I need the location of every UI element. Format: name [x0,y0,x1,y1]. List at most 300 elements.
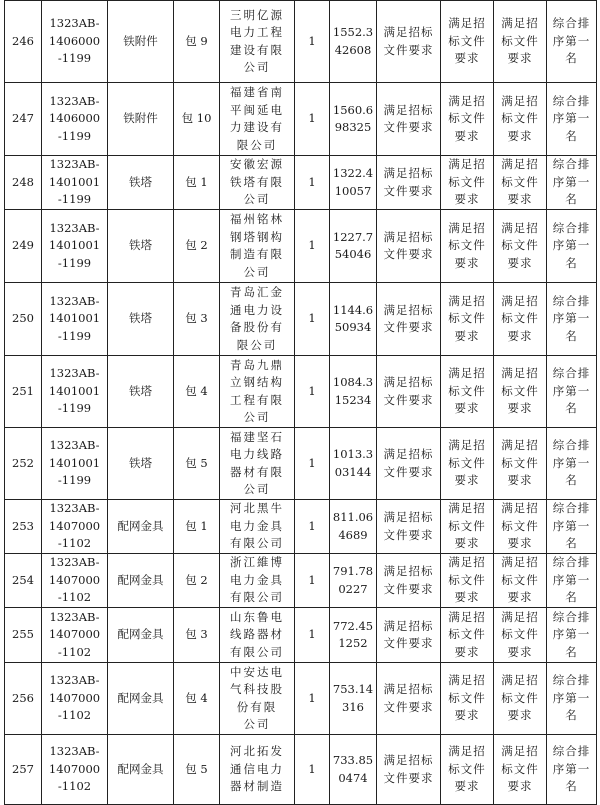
bidder-company-line: 器材有限 [230,464,284,479]
bidder-company-cell [220,210,295,283]
commercial-review-line: 标文件 [448,627,486,642]
package-no-cell: 包 3 [174,608,220,663]
table-row [5,210,597,283]
row-number-cell: 252 [5,428,42,500]
bidder-company-line: 建设有限 [230,42,284,57]
bidder-company-line: 青岛九鼎 [230,357,284,372]
bid-price-line: 1552.3 [332,25,374,39]
bidder-company-line: 福州铭林 [230,212,284,226]
commercial-review-cell [441,500,494,554]
technical-review-cell [494,663,547,735]
bid-price-line: 42608 [334,42,372,57]
commercial-review-line: 标文件 [448,238,486,253]
technical-review-line: 标文件 [501,383,539,398]
ranking-result-line: 序第一 [552,311,591,326]
bid-price-cell [330,735,377,805]
bidder-company-line: 公司 [243,482,271,496]
bid-price-line: 316 [342,699,364,714]
qualification-review-line: 文件要求 [383,636,434,650]
qualification-review-cell [377,663,441,735]
ranking-result-line: 序第一 [552,627,591,642]
qualification-review-line: 满足招标 [383,753,434,767]
commercial-review-cell [441,156,494,210]
technical-review-cell [494,1,547,83]
ranking-result-line: 序第一 [552,690,591,705]
commercial-review-line: 要求 [454,255,480,270]
bidder-company-line: 公司 [243,264,271,279]
ranking-result-line: 名 [565,401,578,416]
commercial-review-line: 满足招 [448,673,486,688]
package-no-cell: 包 4 [174,356,220,428]
commercial-review-cell [441,735,494,805]
qualification-review-line: 文件要求 [383,392,434,407]
ranking-result-line: 综合排 [552,157,591,172]
qualification-review-cell [377,428,441,500]
technical-review-line: 要求 [507,590,533,605]
package-no-cell: 包 2 [174,210,220,283]
material-code-line: -1102 [57,590,92,605]
technical-review-line: 满足招 [501,157,539,172]
commercial-review-cell [441,283,494,356]
material-code-line: 1323AB- [49,438,100,453]
technical-review-line: 要求 [507,51,533,66]
quantity-cell: 1 [295,500,330,554]
bid-price-line: 15234 [334,392,372,407]
ranking-result-line: 名 [565,328,578,343]
package-no-cell: 包 5 [174,735,220,805]
ranking-result-line: 序第一 [552,33,591,48]
quantity-cell: 1 [295,735,330,805]
commercial-review-line: 标文件 [448,455,486,470]
bidder-company-line: 有限公司 [230,536,284,551]
row-number-cell: 247 [5,83,42,156]
bidder-company-line: 器材制造 [230,779,284,794]
material-code-line: 1407000 [48,627,101,642]
table-row [5,554,597,608]
ranking-result-cell [547,608,597,663]
commercial-review-line: 满足招 [448,293,486,308]
quantity-cell: 1 [295,210,330,283]
bid-price-cell [330,156,377,210]
bidder-company-cell [220,283,295,356]
commercial-review-line: 要求 [454,192,480,207]
qualification-review-line: 满足招标 [383,25,434,39]
material-code-cell [42,554,108,608]
ranking-result-line: 名 [565,590,578,605]
ranking-result-cell [547,83,597,156]
bid-price-line: 1252 [338,636,368,650]
technical-review-line: 要求 [507,328,533,343]
ranking-result-line: 综合排 [552,293,591,308]
table-row [5,83,597,156]
technical-review-line: 标文件 [501,311,539,326]
table-body [5,1,597,805]
ranking-result-cell [547,283,597,356]
bidder-company-line: 公司 [243,192,271,207]
row-number-cell: 248 [5,156,42,210]
bidder-company-line: 制造有限 [230,247,284,261]
technical-review-line: 要求 [507,128,533,143]
technical-review-line: 满足招 [501,609,539,624]
material-code-line: 1323AB- [49,93,100,108]
qualification-review-line: 满足招标 [383,682,434,696]
material-code-line: 1401001 [48,311,101,326]
package-no-cell: 包 5 [174,428,220,500]
ranking-result-line: 序第一 [552,111,591,126]
material-code-line: 1323AB- [49,609,100,624]
bid-price-line: 1013.3 [332,447,374,461]
bidder-company-cell [220,608,295,663]
bidder-company-line: 份有限 [236,699,278,714]
table-row [5,356,597,428]
technical-review-line: 满足招 [501,366,539,381]
table-row [5,500,597,554]
bid-price-cell [330,608,377,663]
material-name-cell: 铁塔 [108,283,174,356]
bid-price-line: 1144.6 [332,302,374,317]
ranking-result-cell [547,428,597,500]
technical-review-line: 标文件 [501,572,539,587]
ranking-result-line: 序第一 [552,238,591,253]
material-code-cell [42,428,108,500]
material-code-line: 1323AB- [49,16,100,31]
qualification-review-line: 文件要求 [383,320,434,334]
qualification-review-line: 满足招标 [383,229,434,244]
qualification-review-line: 满足招标 [383,510,434,524]
commercial-review-line: 要求 [454,779,480,794]
technical-review-line: 满足招 [501,16,539,31]
technical-review-cell [494,83,547,156]
bidder-company-line: 公司 [243,717,271,731]
material-name-cell: 铁塔 [108,210,174,283]
bidder-company-line: 限公司 [236,137,278,152]
technical-review-cell [494,735,547,805]
commercial-review-line: 要求 [454,590,480,605]
ranking-result-cell [547,663,597,735]
material-code-line: 1406000 [48,33,101,48]
bidder-company-line: 安徽宏源 [230,157,284,172]
technical-review-line: 要求 [507,536,533,551]
qualification-review-line: 文件要求 [383,120,434,134]
bidder-company-line: 公司 [243,410,271,424]
qualification-review-cell [377,500,441,554]
material-name-cell: 配网金具 [108,608,174,663]
bid-price-cell [330,83,377,156]
material-code-line: 1401001 [48,383,101,398]
quantity-cell: 1 [295,156,330,210]
package-no-cell: 包 2 [174,554,220,608]
material-code-cell [42,500,108,554]
ranking-result-line: 综合排 [552,744,591,759]
row-number-cell: 257 [5,735,42,805]
material-code-line: -1199 [57,473,92,488]
bidder-company-line: 通电力设 [230,302,284,317]
bidder-company-cell [220,428,295,500]
bidder-company-line: 山东鲁电 [230,609,284,624]
commercial-review-line: 满足招 [448,366,486,381]
bidder-company-line: 福建省南 [230,85,284,99]
material-code-line: -1102 [57,644,92,659]
bidder-company-line: 电力金具 [230,518,284,533]
material-code-line: 1323AB- [49,744,100,759]
bid-price-line: 1227.7 [332,229,374,244]
bid-price-line: 1084.3 [332,375,374,389]
material-name-cell: 铁塔 [108,356,174,428]
commercial-review-line: 满足招 [448,157,486,172]
technical-review-line: 标文件 [501,238,539,253]
material-name-cell: 铁附件 [108,83,174,156]
commercial-review-cell [441,83,494,156]
material-code-line: 1323AB- [49,501,100,516]
qualification-review-line: 文件要求 [383,183,434,198]
quantity-cell: 1 [295,83,330,156]
material-code-line: -1102 [57,779,92,794]
bid-price-line: 4689 [338,527,368,542]
technical-review-line: 满足招 [501,293,539,308]
ranking-result-line: 序第一 [552,455,591,470]
bid-price-line: 753.14 [332,682,374,696]
ranking-result-line: 序第一 [552,383,591,398]
bid-price-line: 772.45 [332,618,374,633]
ranking-result-line: 综合排 [552,501,591,516]
material-code-line: 1323AB- [49,555,100,570]
bid-price-line: 733.85 [332,753,374,767]
ranking-result-line: 名 [565,473,578,488]
bidder-company-line: 线路器材 [230,627,284,642]
qualification-review-cell [377,210,441,283]
commercial-review-line: 要求 [454,401,480,416]
technical-review-line: 要求 [507,401,533,416]
technical-review-line: 标文件 [501,455,539,470]
technical-review-cell [494,608,547,663]
bid-price-cell [330,283,377,356]
commercial-review-line: 要求 [454,536,480,551]
material-code-cell [42,608,108,663]
technical-review-line: 满足招 [501,220,539,235]
qualification-review-line: 满足招标 [383,618,434,633]
bidder-company-line: 限公司 [236,337,278,352]
table-row [5,428,597,500]
ranking-result-line: 序第一 [552,174,591,189]
material-code-line: 1323AB- [49,157,100,172]
commercial-review-cell [441,210,494,283]
material-code-line: 1407000 [48,690,101,705]
commercial-review-line: 标文件 [448,33,486,48]
ranking-result-cell [547,735,597,805]
row-number-cell: 254 [5,554,42,608]
commercial-review-line: 满足招 [448,220,486,235]
bidder-company-line: 铁塔有限 [230,174,284,189]
commercial-review-cell [441,663,494,735]
bidder-company-line: 平闽延电 [230,102,284,117]
package-no-cell: 包 3 [174,283,220,356]
technical-review-line: 要求 [507,192,533,207]
bid-price-line: 1560.6 [332,102,374,117]
row-number-cell: 256 [5,663,42,735]
table-row [5,156,597,210]
bid-price-cell [330,1,377,83]
qualification-review-line: 文件要求 [383,42,434,57]
technical-review-line: 标文件 [501,761,539,776]
bid-price-line: 0227 [338,581,368,596]
material-name-cell: 铁塔 [108,156,174,210]
commercial-review-line: 标文件 [448,311,486,326]
ranking-result-line: 序第一 [552,518,591,533]
bidder-company-line: 中安达电 [230,664,284,679]
material-code-line: -1102 [57,536,92,551]
qualification-review-cell [377,283,441,356]
material-code-line: -1199 [57,192,92,207]
technical-review-cell [494,210,547,283]
commercial-review-line: 满足招 [448,501,486,516]
bidder-company-line: 浙江維博 [230,555,284,570]
commercial-review-line: 标文件 [448,761,486,776]
ranking-result-line: 综合排 [552,555,591,570]
material-code-line: 1323AB- [49,366,100,381]
bid-price-line: 791.78 [332,564,374,578]
row-number-cell: 255 [5,608,42,663]
bidder-company-line: 气科技股 [230,682,284,696]
ranking-result-line: 名 [565,192,578,207]
commercial-review-line: 满足招 [448,555,486,570]
table-row [5,283,597,356]
bid-price-line: 50934 [334,320,372,334]
ranking-result-line: 名 [565,51,578,66]
commercial-review-line: 要求 [454,128,480,143]
bidder-company-cell [220,356,295,428]
quantity-cell: 1 [295,1,330,83]
bid-price-line: 10057 [334,183,372,198]
qualification-review-cell [377,83,441,156]
qualification-review-cell [377,156,441,210]
quantity-cell: 1 [295,428,330,500]
material-code-line: 1407000 [48,518,101,533]
bidder-company-line: 电力工程 [230,25,284,39]
bid-price-cell [330,210,377,283]
material-code-line: -1199 [57,328,92,343]
bidder-company-cell [220,156,295,210]
qualification-review-cell [377,1,441,83]
technical-review-line: 标文件 [501,33,539,48]
bid-price-cell [330,500,377,554]
row-number-cell: 251 [5,356,42,428]
material-code-line: -1199 [57,401,92,416]
ranking-result-line: 序第一 [552,761,591,776]
qualification-review-cell [377,554,441,608]
technical-review-line: 要求 [507,779,533,794]
bidder-company-line: 电力线路 [230,447,284,461]
qualification-review-line: 文件要求 [383,247,434,261]
material-code-line: 1323AB- [49,673,100,688]
ranking-result-cell [547,554,597,608]
ranking-result-line: 综合排 [552,673,591,688]
package-no-cell: 包 4 [174,663,220,735]
bid-price-line: 811.06 [332,510,374,524]
commercial-review-line: 满足招 [448,16,486,31]
bidder-company-line: 公司 [243,60,271,74]
ranking-result-cell [547,500,597,554]
commercial-review-cell [441,428,494,500]
material-name-cell: 配网金具 [108,735,174,805]
technical-review-line: 要求 [507,644,533,659]
ranking-result-line: 名 [565,708,578,723]
qualification-review-line: 满足招标 [383,166,434,180]
qualification-review-line: 文件要求 [383,581,434,596]
technical-review-line: 要求 [507,255,533,270]
commercial-review-line: 要求 [454,473,480,488]
table-row [5,608,597,663]
bidder-company-line: 河北拓发 [230,744,284,759]
qualification-review-line: 满足招标 [383,302,434,317]
commercial-review-line: 标文件 [448,111,486,126]
package-no-cell: 包 1 [174,500,220,554]
ranking-result-cell [547,1,597,83]
material-name-cell: 配网金具 [108,500,174,554]
bid-results-table [4,0,597,805]
package-no-cell: 包 1 [174,156,220,210]
bidder-company-line: 福建坚石 [230,429,284,444]
ranking-result-line: 名 [565,779,578,794]
commercial-review-line: 要求 [454,644,480,659]
technical-review-cell [494,356,547,428]
row-number-cell: 250 [5,283,42,356]
technical-review-line: 满足招 [501,438,539,453]
qualification-review-line: 文件要求 [383,527,434,542]
material-code-cell [42,210,108,283]
material-code-cell [42,735,108,805]
bid-price-cell [330,663,377,735]
qualification-review-cell [377,735,441,805]
material-code-cell [42,83,108,156]
material-code-line: -1199 [57,255,92,270]
technical-review-line: 标文件 [501,111,539,126]
bid-price-line: 98325 [334,120,372,134]
quantity-cell: 1 [295,283,330,356]
ranking-result-line: 综合排 [552,93,591,108]
material-code-line: 1407000 [48,761,101,776]
material-code-line: 1401001 [48,238,101,253]
material-name-cell: 配网金具 [108,554,174,608]
material-code-line: 1406000 [48,111,101,126]
commercial-review-line: 标文件 [448,690,486,705]
bidder-company-cell [220,1,295,83]
bidder-company-line: 河北黑牛 [230,501,284,516]
technical-review-line: 标文件 [501,518,539,533]
bidder-company-line: 青岛汇金 [230,285,284,299]
bidder-company-cell [220,735,295,805]
technical-review-line: 标文件 [501,627,539,642]
bidder-company-line: 力建设有 [230,120,284,134]
ranking-result-line: 名 [565,255,578,270]
bidder-company-cell [220,83,295,156]
row-number-cell: 246 [5,1,42,83]
row-number-cell: 253 [5,500,42,554]
bidder-company-cell [220,554,295,608]
qualification-review-cell [377,356,441,428]
material-code-line: -1199 [57,128,92,143]
commercial-review-line: 标文件 [448,174,486,189]
bid-price-line: 54046 [334,247,372,261]
table-row [5,663,597,735]
technical-review-line: 标文件 [501,690,539,705]
commercial-review-line: 标文件 [448,518,486,533]
qualification-review-cell [377,608,441,663]
material-code-cell [42,356,108,428]
commercial-review-line: 满足招 [448,609,486,624]
quantity-cell: 1 [295,663,330,735]
qualification-review-line: 满足招标 [383,564,434,578]
qualification-review-line: 满足招标 [383,375,434,389]
